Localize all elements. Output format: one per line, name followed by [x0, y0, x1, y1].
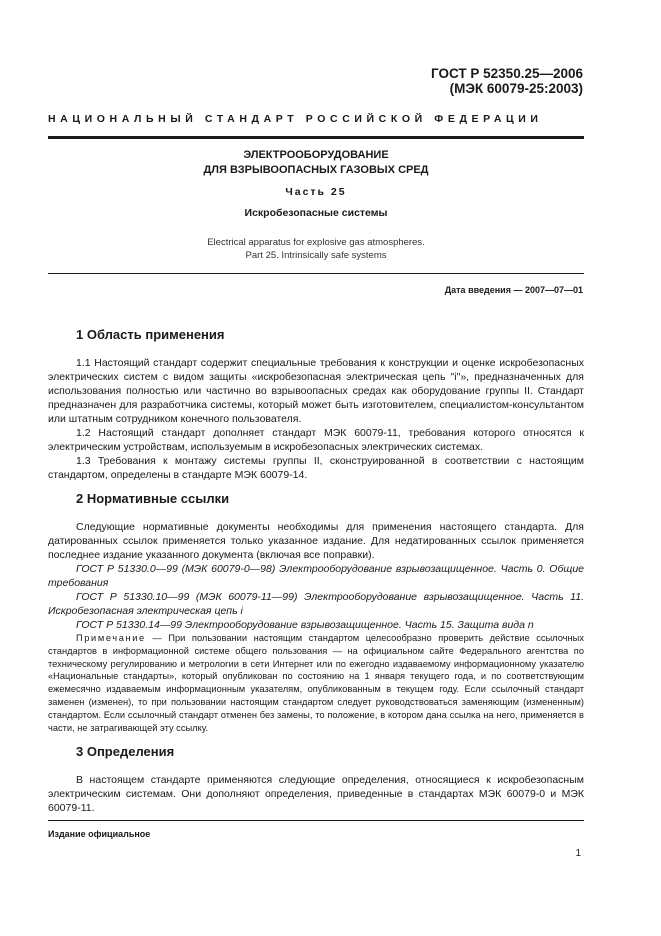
paragraph-2-intro: Следующие нормативные документы необходимы для применения настоящего стандарта. Для датированных ссылок применяется только указанное издание. Для недатированных ссылок применяется последнее издание указанного документа (включая все поправки). [48, 521, 584, 561]
english-title-line-1: Electrical apparatus for explosive gas atmospheres. [207, 237, 425, 248]
paragraph-3-1: В настоящем стандарте применяются следующие определения, относящиеся к искробезопасным электрическим системам. Они дополняют определения, приведенные в стандартах МЭК 60079-0 и МЭК 60079-11. [48, 774, 584, 814]
paragraph-1-1: 1.1 Настоящий стандарт содержит специальные требования к конструкции и оценке искробезопасных электрических систем с видом защиты «искробезопасная электрическая цепь "i"», предназначенных для использования полностью или частично во взрывоопасных средах как оборудование группы II. Стандарт предназначен для разработчика системы, который может быть изготовителем, специалистом-консультантом или штатным сотрудником конечного пользователя. [48, 357, 584, 425]
reference-3: ГОСТ Р 51330.14—99 Электрооборудование взрывозащищенное. Часть 15. Защита вида n [76, 619, 534, 631]
note-text: — При пользовании настоящим стандартом целесообразно проверить действие ссылочных стандартов в информационной системе общего пользования — на официальном сайте Федерального агентства по техническому регулированию и метрологии в сети Интернет или по ежегодно издаваемому информационному указателю «Национальные стандарты», который опубликован по состоянию на 1 января текущего года, и по соответствующим ежемесячно издаваемым информационным указателям, опубликованным в текущем году. Если ссылочный стандарт заменен (изменен), то при пользовании настоящим стандартом следует руководствоваться заменяющим (измененным) стандартом. Если ссылочный стандарт отменен без замены, то положение, в котором дана ссылка на него, применяется в части, не затрагивающей эту ссылку. [48, 633, 584, 733]
section-3-body [48, 773, 584, 815]
iec-number: (МЭК 60079-25:2003) [449, 81, 583, 96]
footer-rule [48, 820, 584, 821]
title-line-1: ЭЛЕКТРООБОРУДОВАНИЕ [243, 149, 389, 161]
section-3-heading: 3 Определения [76, 744, 175, 759]
paragraph-1-3: 1.3 Требования к монтажу системы группы II, сконструированной в соответствии с настоящим стандартом, определены в стандарте МЭК 60079-14. [48, 455, 584, 481]
reference-1: ГОСТ Р 51330.0—99 (МЭК 60079-0—98) Электрооборудование взрывозащищенное. Часть 0. Общие требования [48, 563, 584, 589]
gost-number: ГОСТ Р 52350.25—2006 [431, 66, 583, 81]
section-2-heading: 2 Нормативные ссылки [76, 491, 230, 506]
header-rule [48, 136, 584, 139]
paragraph-1-2: 1.2 Настоящий стандарт дополняет стандарт МЭК 60079-11, требования которого относятся к электрическим устройствам, используемым в искробезопасных электрических системах. [48, 427, 584, 453]
document-identifier [431, 66, 583, 96]
reference-2: ГОСТ Р 51330.10—99 (МЭК 60079-11—99) Электрооборудование взрывозащищенное. Часть 11. Искробезопасная электрическая цепь i [48, 591, 584, 617]
part-label: Часть 25 [285, 186, 347, 198]
section-2-body [48, 520, 584, 632]
note-label: Примечание [76, 633, 146, 643]
title-line-2: ДЛЯ ВЗРЫВООПАСНЫХ ГАЗОВЫХ СРЕД [203, 164, 429, 176]
page-number: 1 [575, 848, 581, 859]
document-title [48, 148, 584, 178]
section-1-heading: 1 Область применения [76, 327, 225, 342]
edition-label: Издание официальное [48, 829, 151, 839]
national-standard-banner: НАЦИОНАЛЬНЫЙ СТАНДАРТ РОССИЙСКОЙ ФЕДЕРАЦИИ [48, 113, 543, 125]
document-subtitle: Искробезопасные системы [244, 207, 388, 219]
introduction-date: Дата введения — 2007—07—01 [444, 285, 583, 295]
english-title-line-2: Part 25. Intrinsically safe systems [245, 250, 387, 261]
note-block [48, 632, 584, 734]
english-title [48, 236, 584, 262]
section-1-body [48, 356, 584, 482]
title-rule [48, 273, 584, 274]
